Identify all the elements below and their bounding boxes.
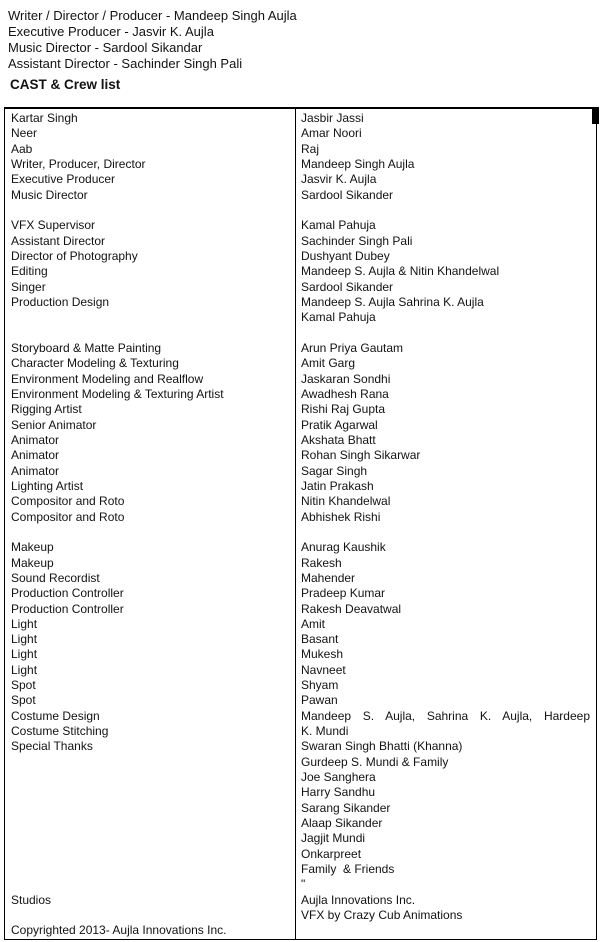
table-row [5,556,596,571]
name-cell: Sagar Singh [301,463,368,478]
role-cell [5,862,296,877]
name-cell: Arun Priya Gautam [301,340,404,355]
role-cell: Light [11,616,38,631]
role-cell: Environment Modeling & Texturing Artist [11,386,224,401]
name-cell: Sarang Sikander [301,800,391,815]
table-row [5,647,596,662]
role-cell [5,203,296,218]
table-row [5,693,596,708]
name-cell: Rakesh [301,555,342,570]
table-row [5,923,596,938]
name-cell [296,525,596,540]
name-cell: Amar Noori [301,126,362,141]
role-cell [5,908,296,923]
table-row [5,617,596,632]
role-cell: Production Controller [11,586,124,601]
role-cell: Makeup [11,555,54,570]
table-row [5,295,596,310]
table-row [5,908,596,923]
table-row [5,816,596,831]
name-cell: Abhishek Rishi [301,509,381,524]
name-cell: Mahender [301,570,356,585]
name-cell: Nitin Khandelwal [301,494,391,509]
table-row [5,249,596,264]
table-row [5,341,596,356]
role-cell: Character Modeling & Texturing [11,356,179,371]
name-cell: Sardool Sikander [301,279,394,294]
role-cell: Storyboard & Matte Painting [11,340,162,355]
name-cell: Mandeep S. Aujla, Sahrina K. Aujla, Hardeep [301,708,590,723]
role-cell [5,847,296,862]
role-cell: Compositor and Roto [11,494,125,509]
name-cell: Mandeep Singh Aujla [301,156,415,171]
table-row [5,755,596,770]
name-cell: Joe Sanghera [301,770,376,785]
name-cell [296,326,596,341]
table-row [5,831,596,846]
table-row [5,111,596,126]
name-cell: Harry Sandhu [301,785,376,800]
name-cell: " [301,877,306,892]
table-row [5,464,596,479]
name-cell: Mukesh [301,647,344,662]
role-cell: Writer, Producer, Director [11,156,146,171]
table-row [5,218,596,233]
table-rows [5,111,596,939]
table-row [5,326,596,341]
table-row [5,801,596,816]
name-cell: Shyam [301,678,339,693]
table-row [5,402,596,417]
role-cell: Animator [11,463,60,478]
table-row [5,877,596,892]
name-cell: Mandeep S. Aujla Sahrina K. Aujla [301,294,484,309]
name-cell: Kamal Pahuja [301,310,376,325]
credit-line-music-director: Music Director - Sardool Sikandar [8,40,203,55]
table-row [5,785,596,800]
credit-line-writer-director-producer: Writer / Director / Producer - Mandeep Singh Aujla [8,8,297,23]
role-cell [5,785,296,800]
table-row [5,280,596,295]
name-cell: Anurag Kaushik [301,540,386,555]
role-cell: Spot [11,693,36,708]
role-cell: Animator [11,448,60,463]
name-cell: Alaap Sikander [301,816,383,831]
name-cell: Onkarpreet [301,846,362,861]
name-cell: Raj [301,141,320,156]
name-cell: K. Mundi [301,724,349,739]
role-cell: Music Director [11,187,88,202]
role-cell: Animator [11,432,60,447]
role-cell: Production Controller [11,601,124,616]
page-title: CAST & Crew list [10,77,121,92]
name-cell: Aujla Innovations Inc. [301,892,416,907]
table-row [5,142,596,157]
table-row [5,709,596,724]
name-cell [296,923,596,938]
role-cell: Light [11,662,38,677]
name-cell: Pawan [301,693,338,708]
role-cell [5,801,296,816]
name-cell: Jatin Prakash [301,478,374,493]
role-cell: Light [11,632,38,647]
role-cell: Senior Animator [11,417,97,432]
role-cell: Costume Design [11,708,100,723]
name-cell: Rakesh Deavatwal [301,601,402,616]
name-cell: Jasvir K. Aujla [301,172,377,187]
role-cell: Director of Photography [11,248,138,263]
table-row [5,862,596,877]
table-row [5,739,596,754]
role-cell: Singer [11,279,46,294]
name-cell: Pratik Agarwal [301,417,378,432]
role-cell: Executive Producer [11,172,116,187]
role-cell [5,877,296,892]
table-row [5,586,596,601]
role-cell [5,755,296,770]
table-row [5,188,596,203]
role-cell: Makeup [11,540,54,555]
role-cell: Spot [11,678,36,693]
table-row [5,540,596,555]
table-row [5,847,596,862]
role-cell: Assistant Director [11,233,106,248]
role-cell: Rigging Artist [11,402,82,417]
role-cell: Production Design [11,294,110,309]
role-cell [5,525,296,540]
scrollbar-thumb[interactable] [592,107,599,124]
table-row [5,172,596,187]
role-cell: Copyrighted 2013- Aujla Innovations Inc. [11,923,227,938]
role-cell: Aab [11,141,33,156]
table-row [5,372,596,387]
name-cell: Amit [301,616,325,631]
table-row [5,510,596,525]
table-row [5,525,596,540]
credits-header [8,8,297,93]
role-cell: Neer [11,126,38,141]
table-row [5,203,596,218]
name-cell: Akshata Bhatt [301,432,376,447]
name-cell: Sachinder Singh Pali [301,233,413,248]
name-cell: VFX by Crazy Cub Animations [301,908,463,923]
table-row [5,387,596,402]
name-cell [296,203,596,218]
role-cell: Editing [11,264,48,279]
table-row [5,632,596,647]
name-cell: Rohan Singh Sikarwar [301,448,421,463]
table-row [5,663,596,678]
role-cell: Costume Stitching [11,724,109,739]
cast-crew-table [4,107,597,940]
table-row [5,126,596,141]
name-cell: Gurdeep S. Mundi & Family [301,754,449,769]
role-cell [5,816,296,831]
role-cell [5,831,296,846]
column-divider [295,109,296,939]
table-row [5,602,596,617]
role-cell: Environment Modeling and Realflow [11,371,204,386]
table-row [5,770,596,785]
name-cell: Awadhesh Rana [301,386,389,401]
role-cell: Studios [11,892,52,907]
name-cell: Pradeep Kumar [301,586,386,601]
role-cell: VFX Supervisor [11,218,96,233]
role-cell: Kartar Singh [11,111,78,125]
name-cell: Jagjit Mundi [301,831,366,846]
role-cell [5,770,296,785]
table-row [5,310,596,325]
table-row [5,479,596,494]
name-cell: Rishi Raj Gupta [301,402,386,417]
table-row [5,678,596,693]
table-row [5,571,596,586]
role-cell: Light [11,647,38,662]
role-cell: Special Thanks [11,739,93,754]
table-row [5,448,596,463]
role-cell: Compositor and Roto [11,509,125,524]
credit-line-executive-producer: Executive Producer - Jasvir K. Aujla [8,24,214,39]
role-cell [5,310,296,325]
name-cell: Amit Garg [301,356,356,371]
table-row [5,724,596,739]
name-cell: Jasbir Jassi [301,111,364,125]
table-row [5,234,596,249]
table-row [5,264,596,279]
name-cell: Mandeep S. Aujla & Nitin Khandelwal [301,264,500,279]
role-cell: Sound Recordist [11,570,100,585]
name-cell: Basant [301,632,339,647]
table-row [5,433,596,448]
name-cell: Kamal Pahuja [301,218,376,233]
name-cell: Dushyant Dubey [301,248,390,263]
credit-line-assistant-director: Assistant Director - Sachinder Singh Pali [8,56,243,71]
table-row [5,418,596,433]
name-cell: Family & Friends [301,862,395,877]
role-cell: Lighting Artist [11,478,84,493]
name-cell: Navneet [301,662,346,677]
table-row [5,157,596,172]
table-row [5,356,596,371]
table-row [5,494,596,509]
table-row [5,893,596,908]
name-cell: Sardool Sikander [301,187,394,202]
name-cell: Swaran Singh Bhatti (Khanna) [301,739,463,754]
role-cell [5,326,296,341]
name-cell: Jaskaran Sondhi [301,371,391,386]
